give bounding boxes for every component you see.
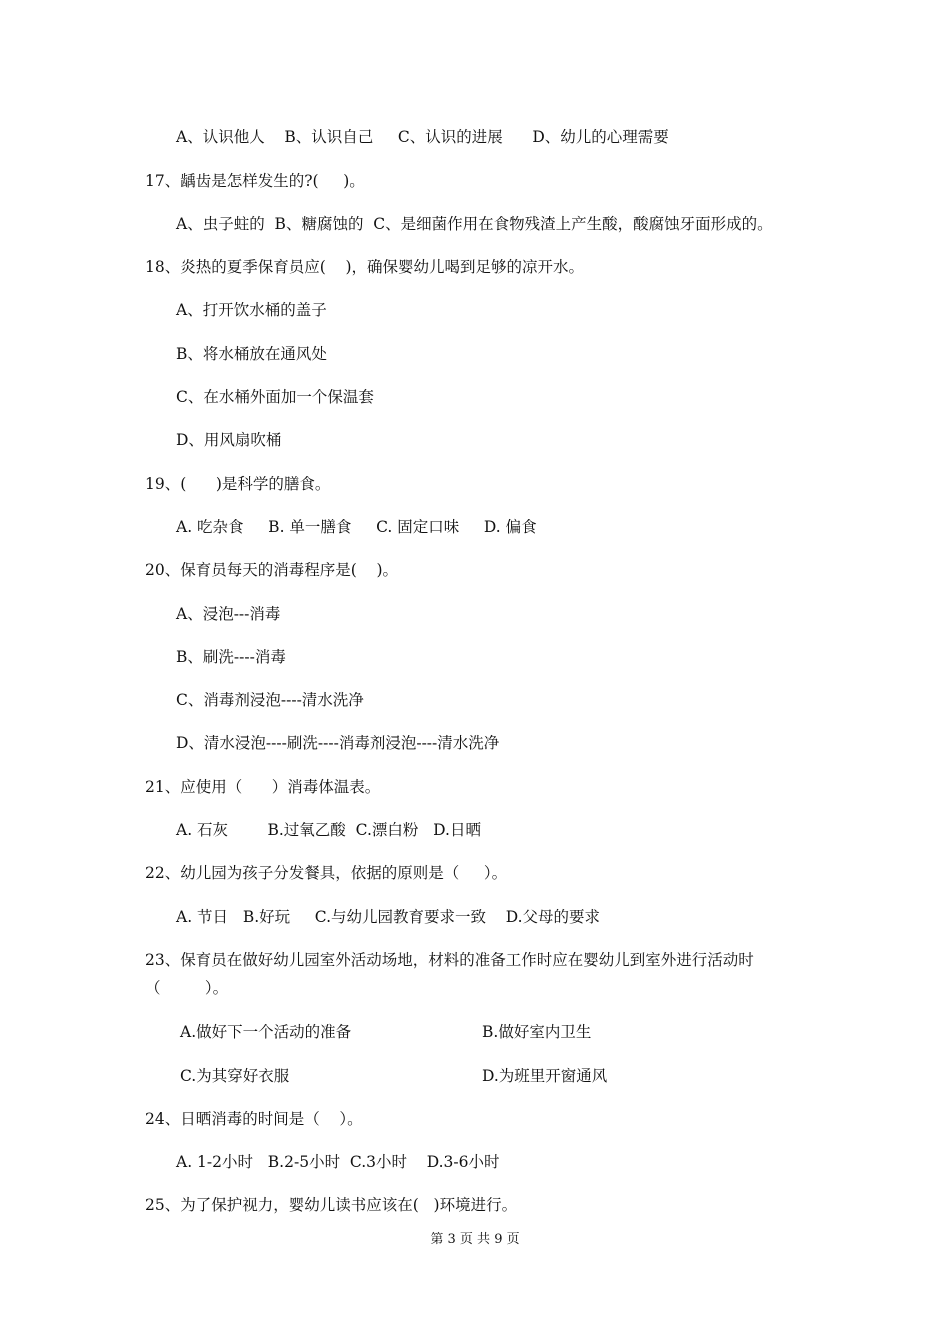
q19-stem: 19、( )是科学的膳食。 — [145, 475, 331, 493]
q18-option-d: D、用风扇吹桶 — [176, 431, 282, 449]
q21-stem: 21、应使用（ ）消毒体温表。 — [145, 778, 381, 796]
q22-stem: 22、幼儿园为孩子分发餐具，依据的原则是（ ）。 — [145, 864, 508, 882]
page-footer: 第 3 页 共 9 页 — [430, 1232, 520, 1247]
q21-options: A. 石灰 B.过氧乙酸 C.漂白粉 D.日晒 — [176, 821, 481, 839]
q20-option-b: B、刷洗----消毒 — [176, 648, 286, 666]
q20-option-d: D、清水浸泡----刷洗----消毒剂浸泡----清水洗净 — [176, 734, 500, 752]
q23-stem: 23、保育员在做好幼儿园室外活动场地，材料的准备工作时应在婴幼儿到室外进行活动时 — [145, 951, 754, 969]
q17-options: A、虫子蛀的 B、糖腐蚀的 C、是细菌作用在食物残渣上产生酸，酸腐蚀牙面形成的。 — [176, 215, 773, 233]
q23-option-c: C.为其穿好衣服 — [180, 1067, 290, 1085]
q24-options: A. 1-2小时 B.2-5小时 C.3小时 D.3-6小时 — [176, 1153, 500, 1171]
q18-stem: 18、炎热的夏季保育员应( )，确保婴幼儿喝到足够的凉开水。 — [145, 258, 585, 276]
q18-option-a: A、打开饮水桶的盖子 — [176, 301, 327, 319]
q18-option-b: B、将水桶放在通风处 — [176, 345, 327, 363]
q20-option-c: C、消毒剂浸泡----清水洗净 — [176, 691, 364, 709]
q23-option-a: A.做好下一个活动的准备 — [180, 1023, 352, 1041]
q23-option-d: D.为班里开窗通风 — [482, 1067, 608, 1085]
q22-options: A. 节日 B.好玩 C.与幼儿园教育要求一致 D.父母的要求 — [176, 908, 601, 926]
q24-stem: 24、日晒消毒的时间是（ ）。 — [145, 1110, 363, 1128]
q19-options: A. 吃杂食 B. 单一膳食 C. 固定口味 D. 偏食 — [176, 518, 537, 536]
q20-option-a: A、浸泡---消毒 — [176, 605, 281, 623]
q23-option-b: B.做好室内卫生 — [482, 1023, 592, 1041]
q18-option-c: C、在水桶外面加一个保温套 — [176, 388, 374, 406]
q20-stem: 20、保育员每天的消毒程序是( )。 — [145, 561, 399, 579]
q23-stem-cont: （ ）。 — [145, 979, 229, 997]
q25-stem: 25、为了保护视力，婴幼儿读书应该在( )环境进行。 — [145, 1196, 518, 1214]
q16-options: A、认识他人 B、认识自己 C、认识的进展 D、幼儿的心理需要 — [176, 128, 669, 146]
q17-stem: 17、龋齿是怎样发生的?( )。 — [145, 172, 365, 190]
